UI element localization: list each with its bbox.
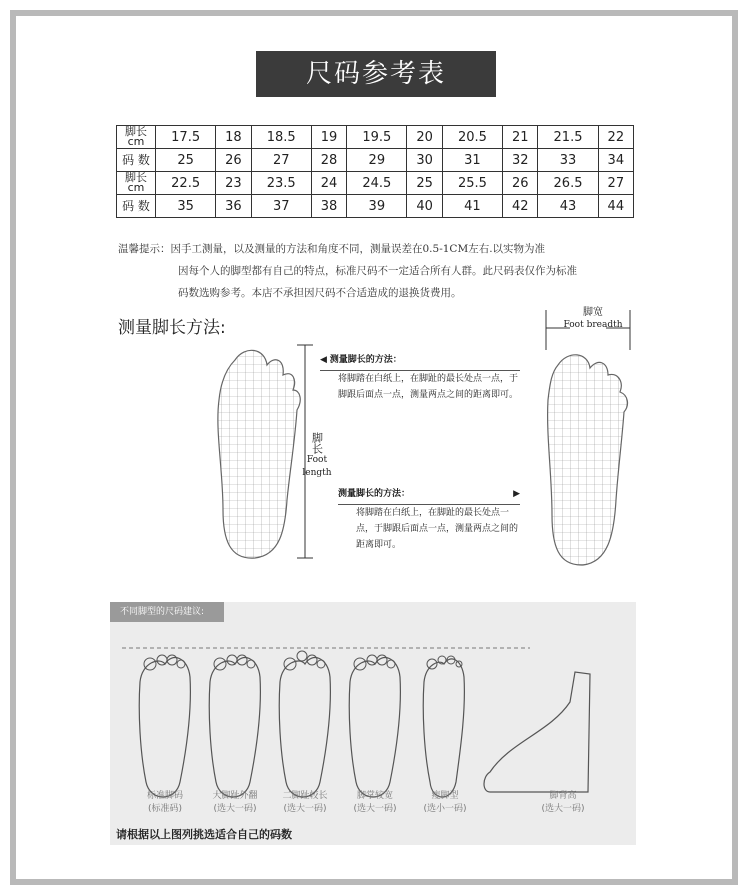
table-cell: 21.5 [538, 126, 598, 149]
table-cell: 28 [311, 149, 346, 172]
table-cell: 44 [598, 195, 633, 218]
table-cell: 17.5 [156, 126, 216, 149]
foot-type-name: 标准脚码 [146, 791, 183, 801]
table-cell: 30 [407, 149, 442, 172]
table-cell: 21 [503, 126, 538, 149]
table-cell: 24 [311, 172, 346, 195]
foot-type-caption [200, 790, 270, 816]
table-cell: 43 [538, 195, 598, 218]
panel-tag: 不同脚型的尺码建议: [110, 602, 224, 622]
table-cell: 34 [598, 149, 633, 172]
triangle-left-icon: ◀ [320, 355, 327, 365]
foot-breadth-en: Foot breadth [563, 320, 623, 330]
measure-note-2 [338, 486, 520, 553]
foot-type-name: 二脚趾较长 [282, 791, 328, 801]
table-cell: 37 [251, 195, 311, 218]
measure-title: 测量脚长方法: [118, 318, 226, 338]
table-cell: 18.5 [251, 126, 311, 149]
table-cell: 20 [407, 126, 442, 149]
foot-type-caption [340, 790, 410, 816]
foot-breadth-illustration [538, 300, 648, 570]
row-label: 码 数 [117, 149, 156, 172]
table-cell: 39 [347, 195, 407, 218]
table-cell: 36 [216, 195, 251, 218]
foot-type-name: 脚背高 [549, 791, 577, 801]
table-cell: 32 [503, 149, 538, 172]
table-cell: 42 [503, 195, 538, 218]
foot-type-caption [270, 790, 340, 816]
table-cell: 24.5 [347, 172, 407, 195]
table-cell: 19.5 [347, 126, 407, 149]
table-cell: 22.5 [156, 172, 216, 195]
table-cell: 40 [407, 195, 442, 218]
foot-type-caption [528, 790, 598, 816]
table-cell: 27 [251, 149, 311, 172]
table-cell: 27 [598, 172, 633, 195]
table-cell: 26 [216, 149, 251, 172]
table-cell: 22 [598, 126, 633, 149]
table-cell: 25 [156, 149, 216, 172]
table-row [117, 149, 634, 172]
foot-type-advice: (选大一码) [283, 804, 327, 814]
tip-line: 码数选购参考。本店不承担因尺码不合适造成的退换货费用。 [178, 287, 462, 299]
table-cell: 20.5 [442, 126, 502, 149]
foot-length-label [292, 432, 342, 480]
foot-type-advice: (选小一码) [423, 804, 467, 814]
foot-type-name: 瘦脚型 [431, 791, 459, 801]
triangle-right-icon: ▶ [513, 489, 520, 499]
table-row [117, 195, 634, 218]
row-label: 码 数 [117, 195, 156, 218]
table-cell: 41 [442, 195, 502, 218]
table-cell: 23.5 [251, 172, 311, 195]
note-body: 将脚踏在白纸上，在脚趾的最长处点一点，于脚跟后面点一点，测量两点之间的距离即可。 [338, 374, 519, 400]
note-body: 将脚踏在白纸上，在脚趾的最长处点一点，于脚跟后面点一点，测量两点之间的距离即可。 [356, 508, 519, 550]
foot-type-advice: (选大一码) [353, 804, 397, 814]
table-cell: 26.5 [538, 172, 598, 195]
foot-type-advice: (选大一码) [541, 804, 585, 814]
table-cell: 25.5 [442, 172, 502, 195]
table-cell: 23 [216, 172, 251, 195]
page-title: 尺码参考表 [256, 51, 496, 97]
table-cell: 19 [311, 126, 346, 149]
table-cell: 25 [407, 172, 442, 195]
table-cell: 18 [216, 126, 251, 149]
note-heading: 测量脚长的方法： [329, 355, 402, 365]
size-table [116, 125, 634, 218]
tip-line: 温馨提示：因手工测量，以及测量的方法和角度不同，测量误差在0.5-1CM左右.以实物为准 [118, 243, 546, 255]
size-advice-text: 请根据以上图列挑选适合自己的码数 [116, 828, 292, 841]
row-label: 脚长 cm [117, 172, 156, 195]
table-cell: 31 [442, 149, 502, 172]
table-cell: 35 [156, 195, 216, 218]
foot-type-caption [410, 790, 480, 816]
table-cell: 26 [503, 172, 538, 195]
foot-type-advice: (选大一码) [213, 804, 257, 814]
tip-text [118, 238, 658, 304]
foot-type-advice: (标准码) [147, 804, 183, 814]
note-heading: 测量脚长的方法： [338, 489, 411, 499]
tip-line: 因每个人的脚型都有自己的特点，标准尺码不一定适合所有人群。此尺码表仅作为标准 [178, 265, 577, 277]
foot-length-en: Foot length [302, 455, 332, 478]
foot-type-name: 大脚趾外翻 [212, 791, 258, 801]
table-row [117, 126, 634, 149]
row-label: 脚长 cm [117, 126, 156, 149]
foot-length-cn: 脚长 [310, 432, 324, 454]
foot-type-panel [110, 602, 636, 845]
measure-note-1 [320, 352, 520, 403]
foot-breadth-cn: 脚宽 [583, 307, 603, 318]
table-row [117, 172, 634, 195]
foot-type-caption [130, 790, 200, 816]
foot-type-name: 脚掌较宽 [356, 791, 393, 801]
table-cell: 38 [311, 195, 346, 218]
table-cell: 33 [538, 149, 598, 172]
table-cell: 29 [347, 149, 407, 172]
